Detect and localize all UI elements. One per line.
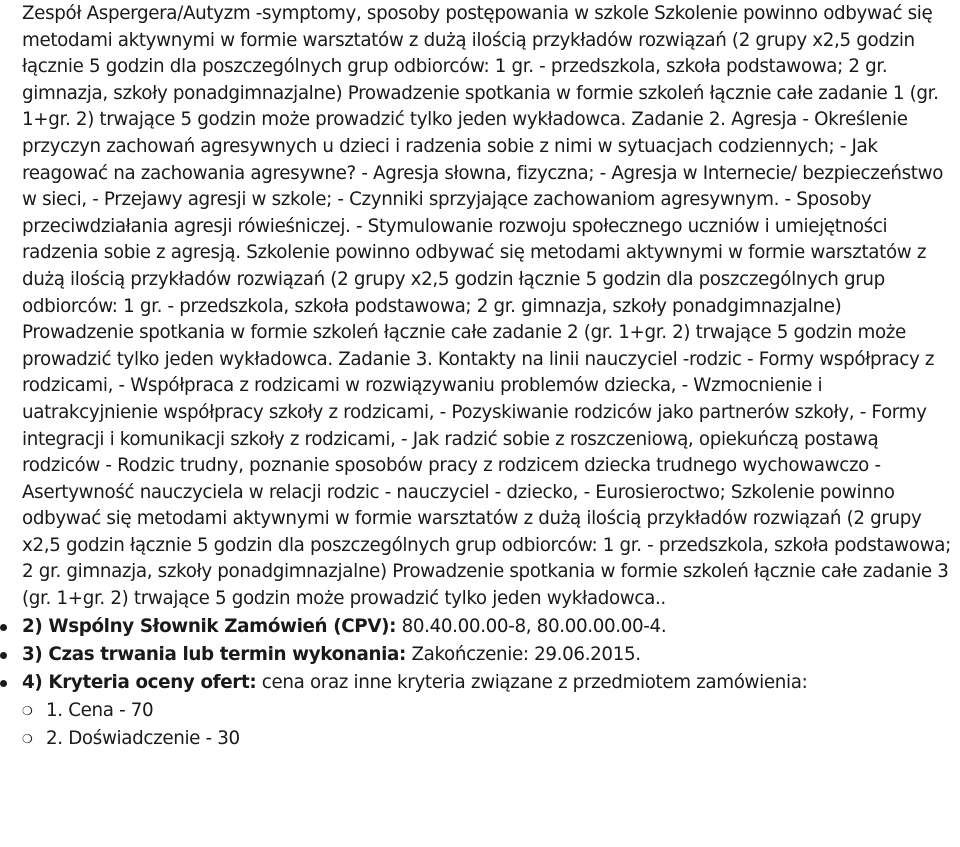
criteria-sublist <box>22 697 958 753</box>
circle-bullet-icon: ❍ <box>22 731 33 746</box>
criterion-item-experience <box>22 725 958 753</box>
criterion-price-text: 1. Cena - 70 <box>46 699 154 721</box>
criteria-label: 4) Kryteria oceny ofert: <box>22 671 257 693</box>
duration-value: Zakończenie: 29.06.2015. <box>405 643 641 665</box>
description-paragraph: Zespół Aspergera/Autyzm -symptomy, sposoby postępowania w szkole Szkolenie powinno odbywać się metodami aktywnymi w formie warsztatów z dużą ilością przykładów rozwiązań (2 grupy x2,5 godzin łącznie 5 godzin dla poszczególnych grup odbiorców: 1 gr. - przedszkola, szkoła podstawowa; 2 gr. gimnazja, szkoły ponadgimnazjalne) Prowadzenie spotkania w formie szkoleń łącznie całe zadanie 1 (gr. 1+gr. 2) trwające 5 godzin może prowadzić tylko jeden wykładowca. Zadanie 2. Agresja - Określenie przyczyn zachowań agresywnych u dzieci i radzenia sobie z nimi w sytuacjach codziennych; - Jak reagować na zachowania agresywne? - Agresja słowna, fizyczna; - Agresja w Internecie/ bezpieczeństwo w sieci, - Przejawy agresji w szkole; - Czynniki sprzyjające zachowaniom agresywnym. - Sposoby przeciwdziałania agresji rówieśniczej. - Stymulowanie rozwoju społecznego uczniów i umiejętności radzenia sobie z agresją. Szkolenie powinno odbywać się metodami aktywnymi w formie warsztatów z dużą ilością przykładów rozwiązań (2 grupy x2,5 godzin łącznie 5 godzin dla poszczególnych grup odbiorców: 1 gr. - przedszkola, szkoła podstawowa; 2 gr. gimnazja, szkoły ponadgimnazjalne) Prowadzenie spotkania w formie szkoleń łącznie całe zadanie 2 (gr. 1+gr. 2) trwające 5 godzin może prowadzić tylko jeden wykładowca. Zadanie 3. Kontakty na linii nauczyciel -rodzic - Formy współpracy z rodzicami, - Współpraca z rodzicami w rozwiązywaniu problemów dziecka, - Wzmocnienie i uatrakcyjnienie współpracy szkoły z rodzicami, - Pozyskiwanie rodziców jako partnerów szkoły, - Formy integracji i komunikacji szkoły z rodzicami, - Jak radzić sobie z roszczeniową, opiekuńczą postawą rodziców - Rodzic trudny, poznanie sposobów pracy z rodzicem dziecka trudnego wychowawczo - Asertywność nauczyciela w relacji rodzic - nauczyciel - dziecko, - Eurosieroctwo; Szkolenie powinno odbywać się metodami aktywnymi w formie warsztatów z dużą ilością przykładów rozwiązań (2 grupy x2,5 godzin łącznie 5 godzin dla poszczególnych grup odbiorców: 1 gr. - przedszkola, szkoła podstawowa; 2 gr. gimnazja, szkoły ponadgimnazjalne) Prowadzenie spotkania w formie szkoleń łącznie całe zadanie 3 (gr. 1+gr. 2) trwające 5 godzin może prowadzić tylko jeden wykładowca.. <box>22 3 951 610</box>
criteria-value: cena oraz inne kryteria związane z przedmiotem zamówienia: <box>256 671 808 693</box>
duration-label: 3) Czas trwania lub termin wykonania: <box>22 643 406 665</box>
cpv-value: 80.40.00.00-8, 80.00.00.00-4. <box>396 615 667 637</box>
criterion-item-price <box>22 697 958 725</box>
cpv-label: 2) Wspólny Słownik Zamówień (CPV): <box>22 615 397 637</box>
bullet-icon <box>0 624 7 631</box>
bullet-icon <box>0 680 7 687</box>
list-item-duration <box>22 641 958 669</box>
circle-bullet-icon: ❍ <box>22 703 33 718</box>
details-list <box>22 613 958 753</box>
list-item-criteria <box>22 669 958 753</box>
list-item-cpv <box>22 613 958 641</box>
criterion-experience-text: 2. Doświadczenie - 30 <box>46 727 240 749</box>
bullet-icon <box>0 652 7 659</box>
